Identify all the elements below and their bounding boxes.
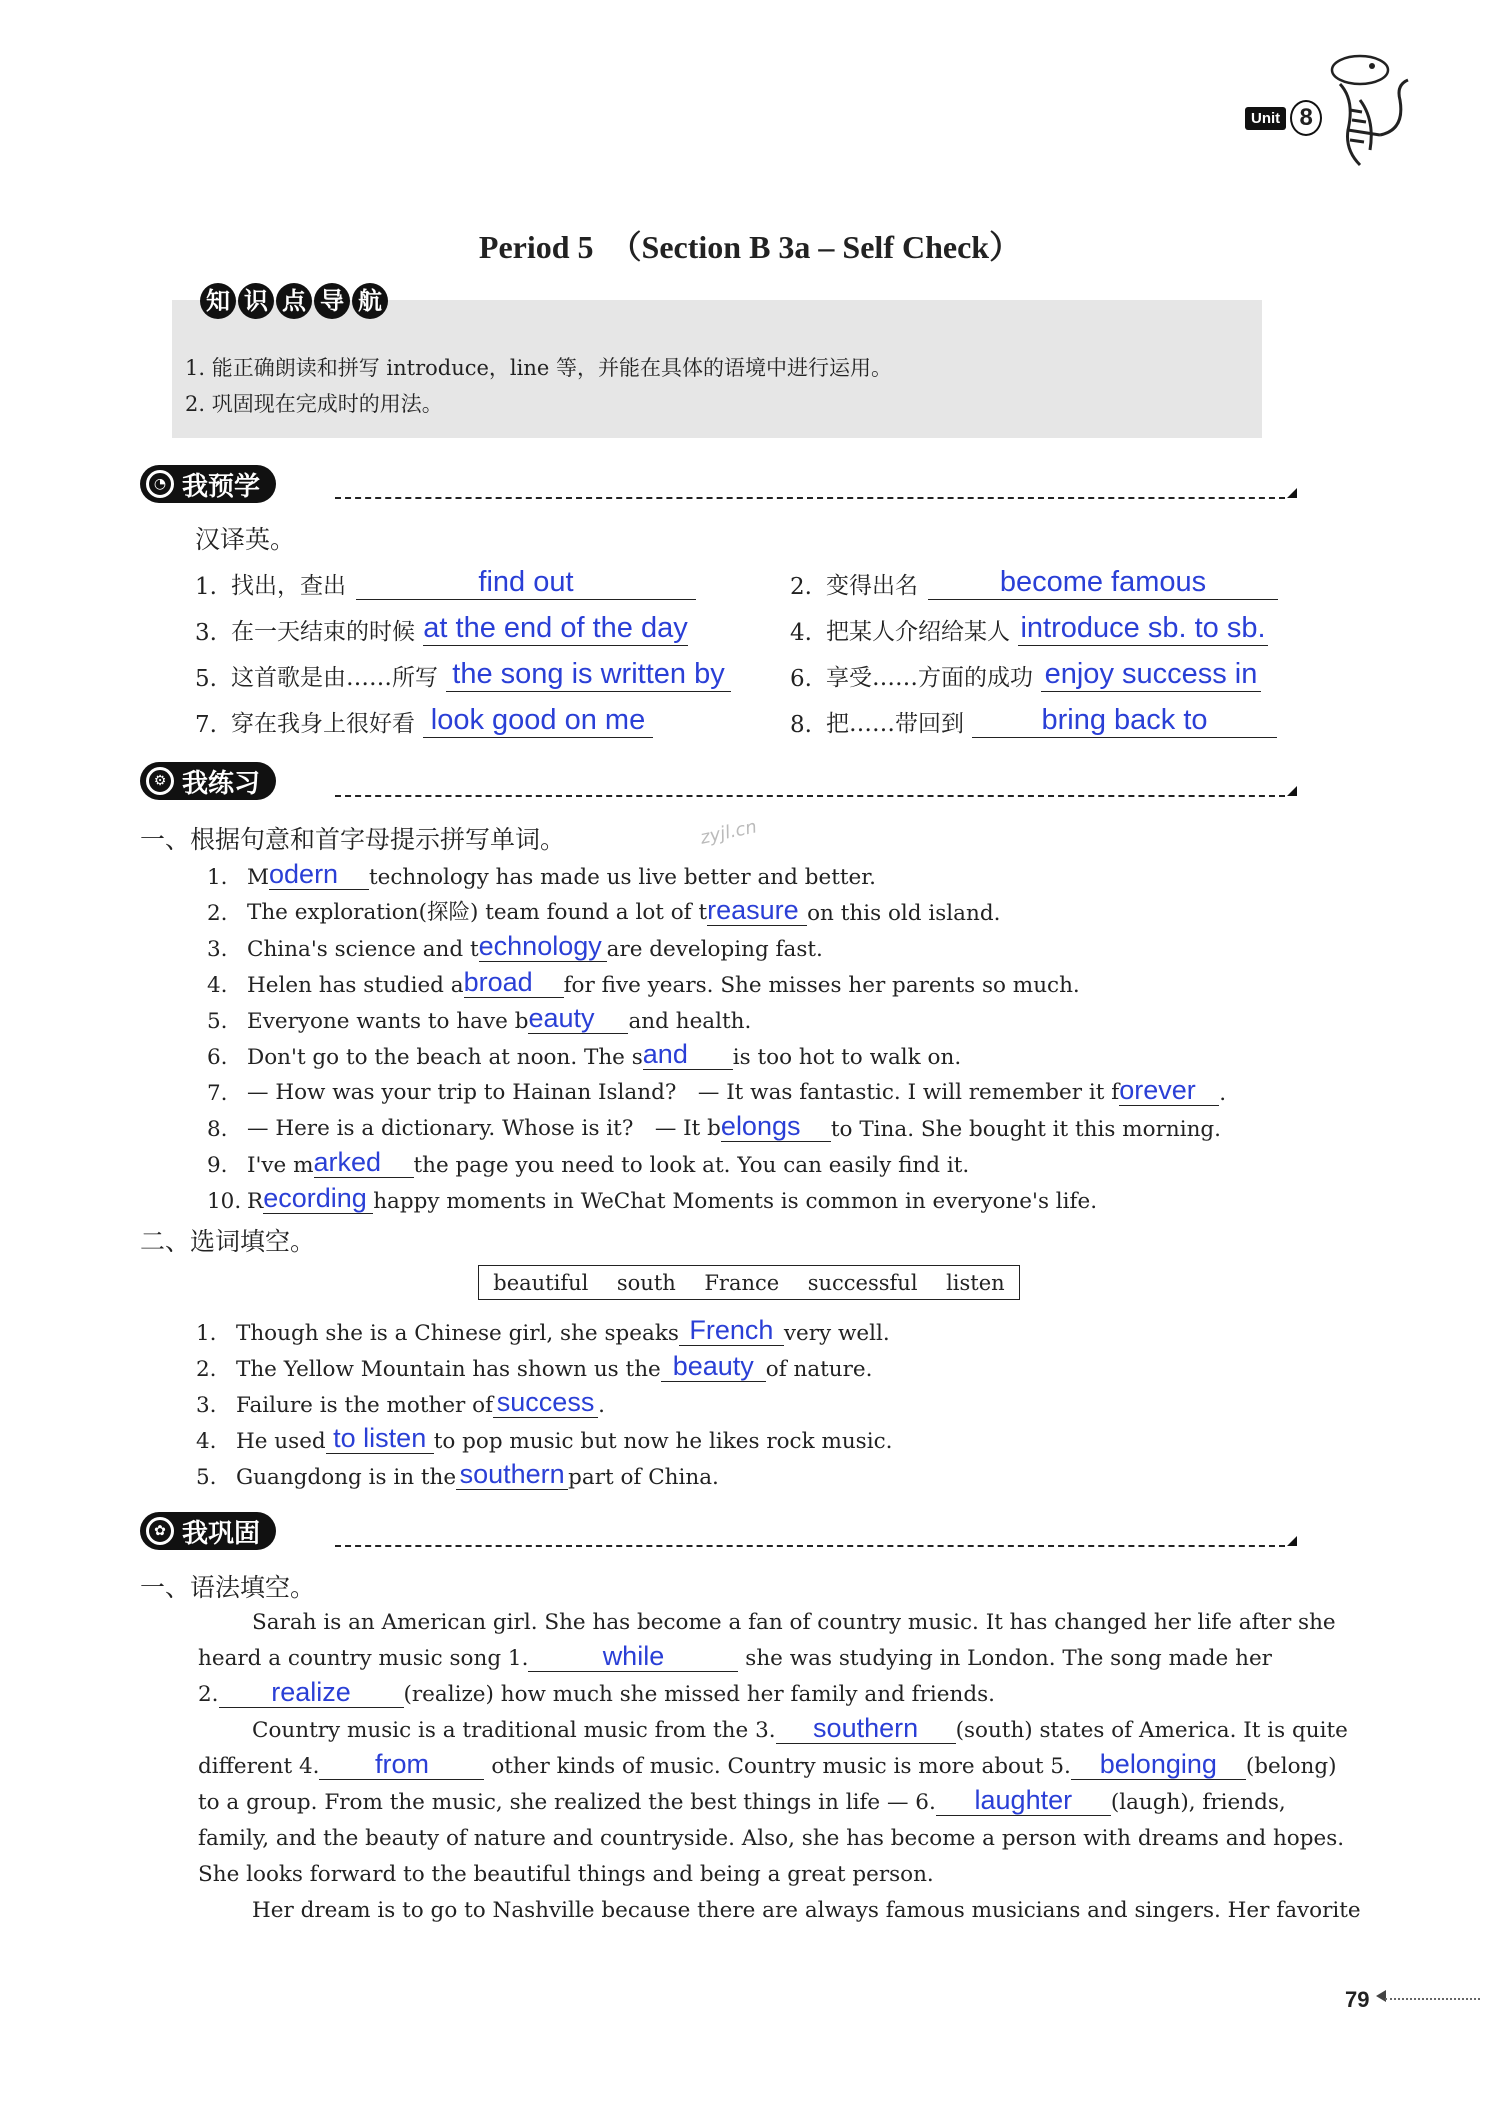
section-preview-heading <box>140 465 276 503</box>
corner-marker <box>1287 488 1297 498</box>
passage-line: 2. realize (realize) how much she missed her family and friends. <box>198 1677 995 1707</box>
knowledge-badge <box>200 283 390 319</box>
passage-line: Her dream is to go to Nashville because there are always famous musicians and singers. Her favorite <box>252 1898 1361 1923</box>
knowledge-item: 2. 巩固现在完成时的用法。 <box>185 392 443 416</box>
consolidate-part1-title: 一、语法填空。 <box>140 1573 316 1602</box>
knowledge-list <box>185 350 892 422</box>
unit-label: Unit <box>1245 107 1286 130</box>
answer-blank[interactable]: find out <box>356 565 696 600</box>
word-option: listen <box>946 1270 1005 1295</box>
fill-sentence: 1. Though she is a Chinese girl, she speaks French very well. <box>196 1315 890 1346</box>
answer-blank[interactable]: echnology <box>479 931 607 962</box>
preview-item: 4. 把某人介绍给某人 introduce sb. to sb. <box>790 606 1268 646</box>
answer-blank[interactable]: beauty <box>661 1351 766 1382</box>
practice-part1-title: 一、根据句意和首字母提示拼写单词。 <box>140 825 566 854</box>
preview-item: 2. 变得出名 become famous <box>790 560 1278 600</box>
page-number: 79 <box>1345 1987 1370 2012</box>
preview-item: 3. 在一天结束的时候 at the end of the day <box>195 612 688 646</box>
practice-sentence: 3. China's science and t echnology are developing fast. <box>207 931 823 962</box>
word-option: south <box>616 1270 676 1295</box>
preview-instruction: 汉译英。 <box>195 525 296 554</box>
answer-blank[interactable]: become famous <box>928 565 1278 600</box>
practice-sentence: 5. Everyone wants to have b eauty and health. <box>207 1003 752 1034</box>
divider <box>335 497 1285 499</box>
practice-sentence: 9. I've m arked the page you need to look at. You can easily find it. <box>207 1147 970 1178</box>
clock-icon: ◔ <box>146 470 174 498</box>
corner-marker <box>1287 1536 1297 1546</box>
answer-blank[interactable]: introduce sb. to sb. <box>1018 611 1268 646</box>
watermark: zyjl.cn <box>698 816 759 849</box>
corner-marker <box>1287 786 1297 796</box>
answer-blank[interactable]: belonging <box>1071 1749 1246 1780</box>
answer-blank[interactable]: broad <box>464 967 564 998</box>
preview-item: 8. 把……带回到 bring back to <box>790 698 1277 738</box>
answer-blank[interactable]: laughter <box>936 1785 1111 1816</box>
answer-blank[interactable]: while <box>528 1641 738 1672</box>
answer-blank[interactable]: bring back to <box>972 703 1277 738</box>
answer-blank[interactable]: French <box>679 1315 784 1346</box>
preview-item: 7. 穿在我身上很好看 look good on me <box>195 698 653 738</box>
practice-sentence: 8. — Here is a dictionary. Whose is it? — It b elongs to Tina. She bought it this morning. <box>207 1111 1222 1142</box>
preview-item: 1. 找出，查出 find out <box>195 560 696 600</box>
knowledge-item: 1. 能正确朗读和拼写 introduce，line 等，并能在具体的语境中进行运用。 <box>185 356 892 380</box>
divider <box>335 1545 1285 1547</box>
answer-blank[interactable]: elongs <box>721 1111 831 1142</box>
fill-sentence: 4. He used to listen to pop music but now he likes rock music. <box>196 1423 893 1454</box>
practice-sentence: 7. — How was your trip to Hainan Island? — It was fantastic. I will remember it f orever . <box>207 1075 1227 1106</box>
answer-blank[interactable]: realize <box>219 1677 404 1708</box>
word-option: beautiful <box>493 1270 589 1295</box>
section-title: 我巩固 <box>182 1518 261 1549</box>
bicycle-icon: ⚙ <box>146 767 174 795</box>
answer-blank[interactable]: odern <box>269 859 369 890</box>
answer-blank[interactable]: and <box>643 1039 733 1070</box>
badge-char: 知 <box>200 283 236 319</box>
practice-part2-title: 二、选词填空。 <box>140 1227 316 1256</box>
answer-blank[interactable]: at the end of the day <box>423 612 688 644</box>
arrow-left-icon <box>1376 1990 1386 2002</box>
answer-blank[interactable]: southern <box>776 1713 956 1744</box>
section-title: 我练习 <box>182 768 261 799</box>
answer-blank[interactable]: reasure <box>707 895 807 926</box>
answer-blank[interactable]: ecording <box>263 1183 373 1214</box>
passage-line: heard a country music song 1. while she was studying in London. The song made her <box>198 1641 1272 1671</box>
badge-char: 导 <box>314 283 350 319</box>
practice-sentence: 10. R ecording happy moments in WeChat Moments is common in everyone's life. <box>207 1183 1098 1214</box>
word-box <box>478 1265 1020 1300</box>
practice-sentence: 4. Helen has studied a broad for five years. She misses her parents so much. <box>207 967 1080 998</box>
badge-char: 航 <box>352 283 388 319</box>
fill-sentence: 3. Failure is the mother of success . <box>196 1387 605 1418</box>
unit-number: 8 <box>1290 100 1322 136</box>
answer-blank[interactable]: orever <box>1119 1075 1219 1106</box>
passage-line: to a group. From the music, she realized the best things in life — 6. laughter (laugh), friends, <box>198 1785 1286 1815</box>
flower-icon: ✿ <box>146 1517 174 1545</box>
passage-line: Sarah is an American girl. She has become a fan of country music. It has changed her life after she <box>252 1610 1336 1635</box>
badge-char: 点 <box>276 283 312 319</box>
preview-item: 6. 享受……方面的成功 enjoy success in <box>790 652 1261 692</box>
word-option: successful <box>807 1270 918 1295</box>
answer-blank[interactable]: from <box>319 1749 484 1780</box>
divider <box>335 795 1285 797</box>
practice-sentence: 6. Don't go to the beach at noon. The s and is too hot to walk on. <box>207 1039 962 1070</box>
practice-sentence: 1. M odern technology has made us live better and better. <box>207 859 876 890</box>
preview-item: 5. 这首歌是由……所写 the song is written by <box>195 652 731 692</box>
tiger-mascot-icon <box>1300 40 1420 175</box>
answer-blank[interactable]: look good on me <box>423 703 653 738</box>
answer-blank[interactable]: the song is written by <box>446 657 731 692</box>
answer-blank[interactable]: southern <box>456 1459 568 1490</box>
section-title: 我预学 <box>182 471 261 502</box>
footer-dots <box>1385 1998 1480 2000</box>
word-option: France <box>704 1270 780 1295</box>
answer-blank[interactable]: to listen <box>326 1423 434 1454</box>
fill-sentence: 2. The Yellow Mountain has shown us the beauty of nature. <box>196 1351 873 1382</box>
passage-line: family, and the beauty of nature and countryside. Also, she has become a person with dreams and hopes. <box>198 1826 1345 1851</box>
answer-blank[interactable]: success <box>493 1387 598 1418</box>
badge-char: 识 <box>238 283 274 319</box>
answer-blank[interactable]: eauty <box>528 1003 628 1034</box>
passage-line: She looks forward to the beautiful things and being a great person. <box>198 1862 934 1887</box>
practice-sentence: 2. The exploration(探险) team found a lot of t reasure on this old island. <box>207 895 1001 926</box>
answer-blank[interactable]: arked <box>314 1147 414 1178</box>
page-title: Period 5 （Section B 3a – Self Check） <box>478 229 1022 265</box>
passage-line: Country music is a traditional music from the 3. southern (south) states of America. It is quite <box>252 1713 1348 1743</box>
answer-blank[interactable]: enjoy success in <box>1041 657 1261 692</box>
section-consolidate-heading <box>140 1512 276 1550</box>
fill-sentence: 5. Guangdong is in the southern part of China. <box>196 1459 719 1490</box>
section-practice-heading <box>140 762 276 800</box>
passage-line: different 4. from other kinds of music. Country music is more about 5. belonging (belong) <box>198 1749 1337 1779</box>
